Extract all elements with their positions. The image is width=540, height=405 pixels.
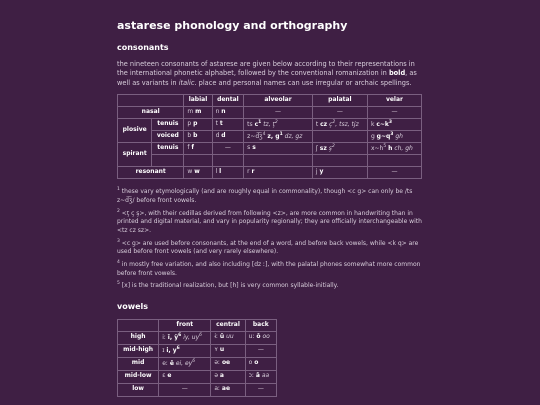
row-header: mid <box>118 357 159 370</box>
table-cell: əː oe <box>211 357 245 370</box>
table-cell: t t <box>212 119 244 131</box>
table-cell: ɨː ū uu <box>211 331 245 344</box>
table-cell: $x\sim h^5$ h ch, gh <box>367 143 421 155</box>
table-cell: aː ae <box>211 383 245 396</box>
consonants-table <box>117 94 422 179</box>
table-cell: ɛ e <box>159 370 211 383</box>
page-title: astarese phonology and orthography <box>117 19 348 32</box>
column-header: palatal <box>312 95 367 107</box>
table-cell: — <box>312 107 367 119</box>
column-header: front <box>159 319 211 331</box>
row-header: resonant <box>118 167 184 179</box>
table-cell: r r <box>244 167 313 179</box>
footnote: $^2$ <ţ ç ş>, with their cedillas derived from following <z>, are more common in handwriting than in printed and digital material, and vary in popularity regionally; they are officially interchangeable with <tz cz sz>. <box>117 208 422 234</box>
table-cell: t cz $ç^2$, tsz, tjz <box>312 119 367 131</box>
table-cell <box>184 155 212 167</box>
table-cell <box>212 155 244 167</box>
row-header: plosive <box>118 119 152 143</box>
table-cell: l l <box>212 167 244 179</box>
table-cell: uː ō oo <box>245 331 276 344</box>
row-header: mid-low <box>118 370 159 383</box>
table-cell: b b <box>184 131 212 143</box>
consonants-heading: consonants <box>117 42 169 52</box>
table-cell: ɔː ā aa <box>245 370 276 383</box>
column-header: alveolar <box>244 95 313 107</box>
table-cell: — <box>367 107 421 119</box>
table-cell: d d <box>212 131 244 143</box>
row-subheader: voiced <box>152 131 184 143</box>
table-header-row <box>118 95 422 107</box>
table-cell: eː ē ei, $ey^6$ <box>159 357 211 370</box>
table-cell: j y <box>312 167 367 179</box>
page <box>117 0 423 397</box>
table-cell: p p <box>184 119 212 131</box>
table-cell: g $g\sim q^3$ gh <box>367 131 421 143</box>
row-subheader: tenuis <box>152 143 184 155</box>
footnote: $^1$ these vary etymologically (and are roughly equal in commonality), though <c g> can only be /ts z~d͡ʒ/ before front vowels. <box>117 187 413 204</box>
table-cell <box>312 155 367 167</box>
row-header: nasal <box>118 107 184 119</box>
table-cell <box>367 155 421 167</box>
table-row <box>118 357 277 370</box>
table-cell: — <box>245 344 276 357</box>
table-row <box>118 143 422 155</box>
table-row <box>118 131 422 143</box>
table-cell: — <box>212 143 244 155</box>
table-row <box>118 107 422 119</box>
table-cell: — <box>244 107 313 119</box>
row-subheader <box>152 155 184 167</box>
row-header: low <box>118 383 159 396</box>
table-cell: — <box>245 383 276 396</box>
table-row <box>118 344 277 357</box>
table-cell: f f <box>184 143 212 155</box>
vowels-table <box>117 319 277 397</box>
footnote: $^4$ in mostly free variation, and also including [dz ː], with the palatal phones somewhat more common before front vowels. <box>117 259 421 277</box>
row-subheader: tenuis <box>152 119 184 131</box>
table-header-row <box>118 319 277 331</box>
row-header: high <box>118 331 159 344</box>
table-cell: ʏ u <box>211 344 245 357</box>
table-cell: ə a <box>211 370 245 383</box>
table-cell: s s <box>244 143 313 155</box>
table-cell: o o <box>245 357 276 370</box>
table-row <box>118 119 422 131</box>
table-cell: — <box>159 383 211 396</box>
table-cell: k $c\sim k^3$ <box>367 119 421 131</box>
table-cell: w w <box>184 167 212 179</box>
table-corner <box>118 319 159 331</box>
consonants-intro: the nineteen consonants of astarese are given below according to their representations in the international phonetic alphabet, followed by the conventional romanization in bold, as well as variants in italic. place and personal names can use irregular or archaic spellings. <box>117 59 417 87</box>
table-cell <box>244 155 313 167</box>
vowels-heading: vowels <box>117 302 149 312</box>
column-header: dental <box>212 95 244 107</box>
column-header: central <box>211 319 245 331</box>
column-header: velar <box>367 95 421 107</box>
table-cell: ɪ i, $y^6$ <box>159 344 211 357</box>
table-row <box>118 155 422 167</box>
table-cell: iː ī, $ÿ^6$ iy, $uy^6$ <box>159 331 211 344</box>
table-cell: ts $c^1$ tz, $ţ^2$ <box>244 119 313 131</box>
table-cell: m m <box>184 107 212 119</box>
footnote: $^5$ [x] is the traditional realization, but [h] is very common syllable-initially. <box>117 281 339 290</box>
table-row <box>118 331 277 344</box>
table-row <box>118 167 422 179</box>
footnote: $^3$ <c g> are used before consonants, at the end of a word, and before back vowels, while <k q> are used before front vowels (and very rarely elsewhere). <box>117 238 419 256</box>
row-header: mid-high <box>118 344 159 357</box>
table-cell: — <box>367 167 421 179</box>
table-cell: n n <box>212 107 244 119</box>
table-row <box>118 370 277 383</box>
column-header: back <box>245 319 276 331</box>
row-header: spirant <box>118 143 152 167</box>
table-cell: ʃ sz $ş^2$ <box>312 143 367 155</box>
table-cell: z~d͡ʒ$^4$ z, $g^1$ dz, gz <box>244 131 313 143</box>
table-corner <box>118 95 184 107</box>
table-row <box>118 383 277 396</box>
table-cell <box>312 131 367 143</box>
column-header: labial <box>184 95 212 107</box>
